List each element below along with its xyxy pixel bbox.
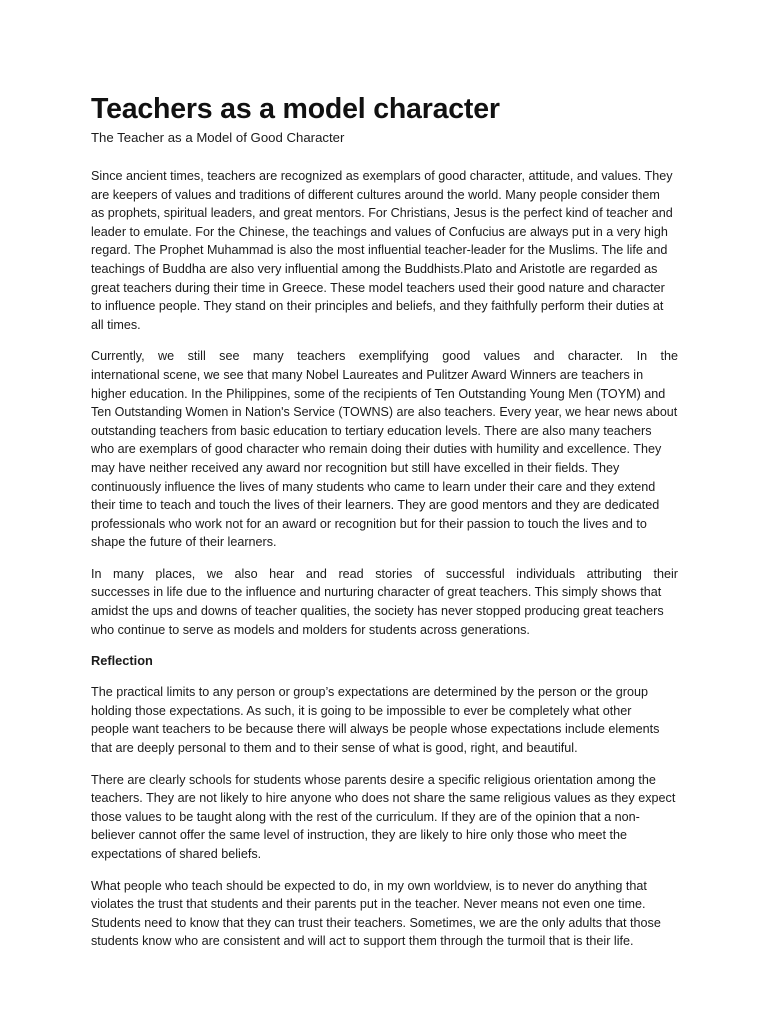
text-line: who are exemplars of good character who remain doing their duties with humility and excellence. They [91,442,662,457]
paragraph-practical-limits [91,683,678,757]
text-line: people want teachers to be because there will always be people whose expectations include elements [91,722,660,737]
text-line: are keepers of values and traditions of different cultures around the world. Many people consider them [91,187,660,202]
text-line: teachers. They are not likely to hire anyone who does not share the same religious values as they expect [91,791,676,806]
text-line: Since ancient times, teachers are recognized as exemplars of good character, attitude, and values. They [91,169,673,183]
text-line: teachings of Buddha are also very influential among the Buddhists.Plato and Aristotle are regarded as [91,261,658,276]
paragraph-many-places [91,565,678,639]
text-line: violates the trust that students and their parents put in the teacher. Never means not even one time. [91,897,646,912]
text-line: may have neither received any award nor recognition but still have excelled in their fields. They [91,460,620,475]
text-line: outstanding teachers from basic education to tertiary education levels. There are also many teachers [91,423,652,438]
text-line: amidst the ups and downs of teacher qualities, the society has never stopped producing great teachers [91,604,664,619]
text-line: There are clearly schools for students whose parents desire a specific religious orientation among the [91,772,656,787]
text-line: In many places, we also hear and read stories of successful individuals attributing their [91,566,678,581]
paragraph-currently [91,347,678,552]
text-line: professionals who work not for an award or recognition but for their passion to touch the lives and to [91,516,647,531]
text-line: who continue to serve as models and molders for students across generations. [91,622,530,637]
paragraph-religious-schools [91,771,678,864]
text-line: higher education. In the Philippines, some of the recipients of Ten Outstanding Young Men (TOYM) and [91,386,666,401]
paragraph-ancient-times [91,167,678,334]
text-line: continuously influence the lives of many students who came to learn under their care and they extend [91,479,656,494]
text-line: regard. The Prophet Muhammad is also the most influential teacher-leader for the Muslims. The life and [91,243,668,258]
text-line: expectations of shared beliefs. [91,847,262,861]
text-line: students know who are consistent and will act to support them through the turmoil that is their life. [91,934,634,949]
text-line: leader to emulate. For the Chinese, the teachings and values of Confucius are always put in a very high [91,224,668,239]
text-line: their time to teach and touch the lives of their learners. They are good mentors and they are dedicated [91,498,660,513]
text-line: believer cannot offer the same level of instruction, they are likely to hire only those who meet the [91,828,627,843]
text-line: to influence people. They stand on their principles and beliefs, and they faithfully perform their duties at [91,299,664,314]
text-line: successes in life due to the influence and nurturing character of great teachers. This simply shows that [91,585,662,600]
reflection-heading: Reflection [91,653,153,669]
text-line: Ten Outstanding Women in Nation's Service (TOWNS) are also teachers. Every year, we hear news about [91,405,678,420]
text-line: shape the future of their learners. [91,535,277,550]
text-line: holding those expectations. As such, it is going to be impossible to ever be completely what other [91,703,632,718]
text-line: that are deeply personal to them and to their sense of what is good, right, and beautiful. [91,741,578,756]
text-line: Currently, we still see many teachers exemplifying good values and character. In the [91,349,678,364]
text-line: great teachers during their time in Greece. These model teachers used their good nature and character [91,280,665,295]
text-line: as prophets, spiritual leaders, and great mentors. For Christians, Jesus is the perfect kind of teacher and [91,206,673,221]
document-subtitle: The Teacher as a Model of Good Character [91,130,345,145]
text-line: all times. [91,317,141,332]
text-line: those values to be taught along with the rest of the curriculum. If they are of the opinion that a non- [91,809,640,824]
text-line: international scene, we see that many Nobel Laureates and Pulitzer Award Winners are teachers in [91,367,644,382]
paragraph-trust [91,877,678,951]
document-title: Teachers as a model character [91,93,500,125]
text-line: The practical limits to any person or group’s expectations are determined by the person or the group [91,685,648,700]
document-page [91,92,678,951]
text-line: What people who teach should be expected to do, in my own worldview, is to never do anything that [91,878,647,893]
text-line: Students need to know that they can trust their teachers. Sometimes, we are the only adults that those [91,915,661,930]
